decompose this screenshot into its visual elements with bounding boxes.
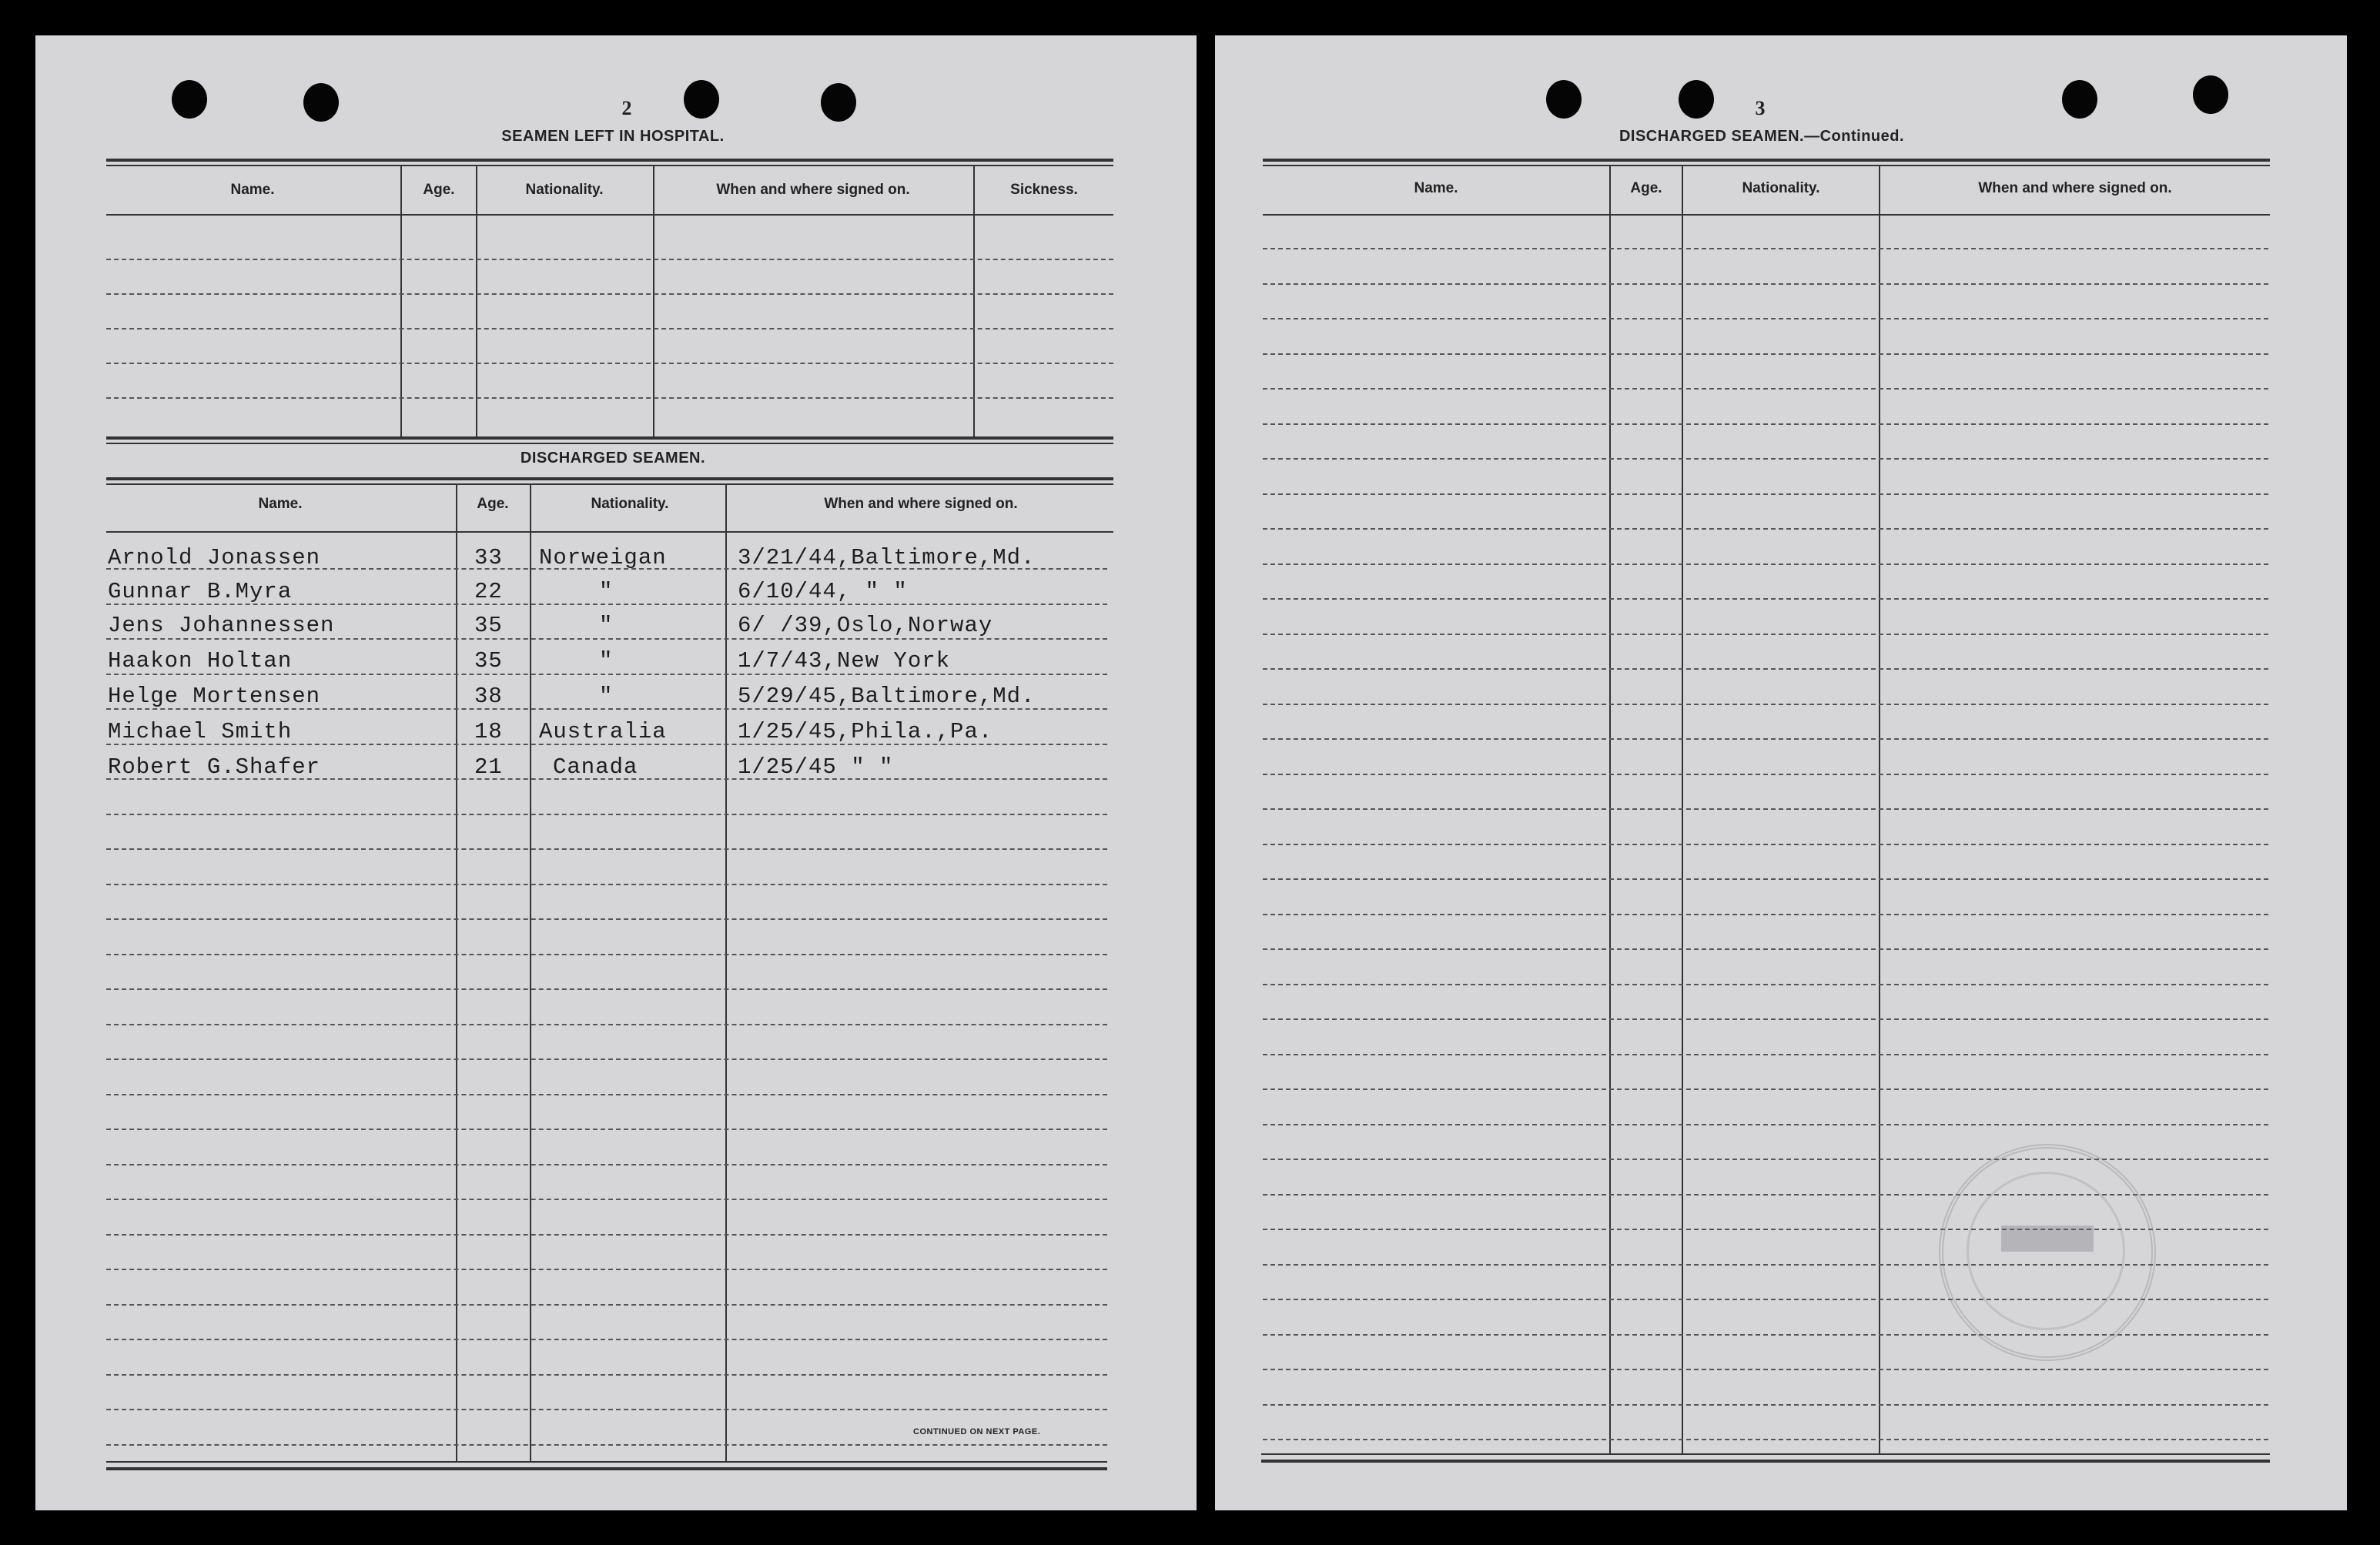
seaman-signed-on: 5/29/45,Baltimore,Md. [738, 684, 1036, 709]
hospital-header-sickness: Sickness. [1010, 182, 1078, 198]
discharged-header-age: Age. [477, 496, 509, 512]
ruled-line [1263, 668, 2268, 670]
seaman-name: Arnold Jonassen [108, 545, 321, 570]
ruled-line [106, 848, 1107, 850]
ruled-line [1263, 388, 2268, 390]
faded-stamp-seal [1939, 1144, 2156, 1361]
discharged-header-nationality: Nationality. [591, 496, 669, 512]
seaman-signed-on: 1/25/45,Phila.,Pa. [738, 719, 993, 744]
seaman-signed-on: 6/ /39,Oslo,Norway [738, 613, 993, 638]
ruled-line [1263, 704, 2268, 705]
ruled-line [1263, 1439, 2268, 1440]
ruled-line [1263, 528, 2268, 530]
ruled-line [1263, 353, 2268, 355]
ruled-line [1263, 1089, 2268, 1090]
ruled-line [1263, 808, 2268, 810]
hospital-header-name: Name. [230, 182, 275, 198]
ruled-line [106, 1199, 1107, 1200]
continued-header-name: Name. [1414, 180, 1458, 196]
punch-hole [2193, 75, 2228, 114]
discharged-header-name: Name. [258, 496, 303, 512]
ruled-line [1263, 634, 2268, 635]
seaman-signed-on: 1/25/45 " " [738, 754, 894, 780]
right-page [1215, 35, 2347, 1510]
ruled-line [1263, 738, 2268, 740]
seaman-nationality: " [599, 579, 614, 604]
seaman-age: 35 [474, 613, 503, 638]
punch-hole [172, 80, 207, 119]
page-number: 2 [621, 97, 632, 119]
ruled-line [106, 1304, 1107, 1306]
ruled-line [1263, 1018, 2268, 1020]
ruled-line [106, 884, 1107, 885]
punch-hole [303, 83, 339, 122]
seaman-nationality: Australia [539, 719, 667, 744]
ruled-line [106, 1444, 1107, 1446]
discharged-header-signed-on: When and where signed on. [824, 496, 1018, 512]
seaman-name: Helge Mortensen [108, 684, 321, 709]
ruled-line [106, 1234, 1107, 1236]
seaman-nationality: " [599, 684, 614, 709]
seaman-age: 22 [474, 579, 503, 604]
continued-header-nationality: Nationality. [1742, 180, 1820, 196]
left-page [35, 35, 1197, 1510]
ruled-line [1263, 878, 2268, 880]
ruled-line [106, 1269, 1107, 1270]
ruled-line [106, 1339, 1107, 1340]
ruled-line [106, 1129, 1107, 1130]
seaman-name: Robert G.Shafer [108, 754, 321, 780]
ruled-line [106, 1024, 1107, 1025]
discharged-section-title: DISCHARGED SEAMEN. [520, 450, 706, 467]
punch-hole [1679, 80, 1714, 119]
ruled-line [106, 814, 1107, 815]
ruled-line [1263, 493, 2268, 495]
ruled-line [1263, 844, 2268, 845]
punch-hole [684, 80, 719, 119]
ruled-line [1263, 248, 2268, 249]
punch-hole [2062, 80, 2097, 119]
ruled-line [106, 1374, 1107, 1376]
seaman-nationality: " [599, 648, 614, 674]
punch-hole [821, 83, 856, 122]
ruled-line [1263, 774, 2268, 775]
ruled-line [106, 638, 1107, 640]
ruled-line [106, 954, 1107, 955]
ruled-line [106, 1164, 1107, 1165]
continued-note: CONTINUED ON NEXT PAGE. [913, 1427, 1041, 1436]
ruled-line [1263, 598, 2268, 600]
ruled-line [1263, 1054, 2268, 1055]
continued-header-age: Age. [1630, 180, 1662, 196]
ruled-line [1263, 318, 2268, 319]
seaman-nationality: Canada [553, 754, 638, 780]
ruled-line [1263, 948, 2268, 950]
seaman-name: Gunnar B.Myra [108, 579, 293, 604]
seaman-nationality: " [599, 613, 614, 638]
ruled-line [106, 988, 1107, 990]
seaman-age: 21 [474, 754, 503, 780]
hospital-header-nationality: Nationality. [525, 182, 604, 198]
ruled-line [1263, 984, 2268, 985]
ruled-line [1263, 1404, 2268, 1406]
continued-section-title: DISCHARGED SEAMEN.—Continued. [1618, 128, 1905, 145]
ruled-line [106, 1409, 1107, 1410]
ruled-line [1263, 423, 2268, 425]
seaman-signed-on: 1/7/43,New York [738, 648, 951, 674]
seaman-age: 38 [474, 684, 503, 709]
page-number: 3 [1755, 97, 1766, 119]
seaman-nationality: Norweigan [539, 545, 667, 570]
punch-hole [1546, 80, 1582, 119]
hospital-header-signed-on: When and where signed on. [716, 182, 910, 198]
seaman-name: Jens Johannessen [108, 613, 335, 638]
seaman-signed-on: 3/21/44,Baltimore,Md. [738, 545, 1036, 570]
ruled-line [106, 1058, 1107, 1060]
ruled-line [1263, 914, 2268, 915]
seaman-age: 18 [474, 719, 503, 744]
seaman-name: Haakon Holtan [108, 648, 293, 674]
ruled-line [1263, 1159, 2268, 1160]
ruled-line [1263, 563, 2268, 565]
seaman-age: 35 [474, 648, 503, 674]
seaman-age: 33 [474, 545, 503, 570]
seaman-name: Michael Smith [108, 719, 293, 744]
ruled-line [1263, 283, 2268, 285]
ruled-line [1263, 458, 2268, 460]
ruled-line [106, 1094, 1107, 1095]
ruled-line [1263, 1369, 2268, 1370]
ruled-line [106, 674, 1107, 675]
ruled-line [106, 918, 1107, 920]
hospital-header-age: Age. [423, 182, 455, 198]
seaman-signed-on: 6/10/44, " " [738, 579, 908, 604]
hospital-section-title: SEAMEN LEFT IN HOSPITAL. [501, 128, 725, 145]
continued-header-signed-on: When and where signed on. [1978, 180, 2172, 196]
ruled-line [1263, 1124, 2268, 1125]
